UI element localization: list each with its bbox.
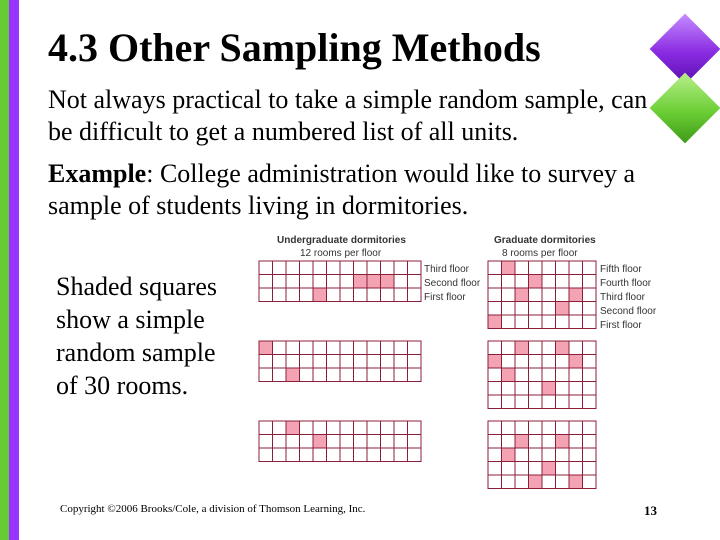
room: [583, 355, 597, 369]
room: [300, 355, 314, 369]
room: [515, 302, 529, 316]
room: [381, 355, 395, 369]
room: [569, 315, 583, 329]
room: [529, 395, 543, 409]
room: [569, 435, 583, 449]
room: [259, 261, 273, 275]
room: [286, 355, 300, 369]
sampled-room: [367, 275, 381, 289]
room: [300, 368, 314, 382]
room: [515, 395, 529, 409]
room: [529, 368, 543, 382]
room: [327, 341, 341, 355]
grad-dorm-grid: [488, 341, 596, 411]
room: [515, 261, 529, 275]
room: [354, 421, 368, 435]
room: [542, 261, 556, 275]
room: [515, 421, 529, 435]
room: [300, 275, 314, 289]
copyright-notice: Copyright ©2006 Brooks/Cole, a division of Thomson Learning, Inc.: [60, 503, 366, 515]
sampled-room: [354, 275, 368, 289]
left-accent-bar-green: [0, 0, 9, 540]
room: [367, 435, 381, 449]
room: [502, 275, 516, 289]
room: [556, 475, 570, 489]
room: [300, 341, 314, 355]
room: [286, 448, 300, 462]
room: [286, 288, 300, 302]
sampled-room: [286, 421, 300, 435]
room: [502, 435, 516, 449]
grad-floor-label: Fourth floor: [600, 278, 652, 289]
room: [394, 261, 408, 275]
grad-floor-label: Second floor: [600, 306, 657, 317]
room: [340, 288, 354, 302]
room: [273, 341, 287, 355]
room: [542, 421, 556, 435]
room: [515, 475, 529, 489]
room: [367, 368, 381, 382]
room: [542, 475, 556, 489]
undergrad-floor-label: Second floor: [424, 278, 481, 289]
room: [273, 448, 287, 462]
room: [354, 288, 368, 302]
room: [340, 355, 354, 369]
room: [502, 315, 516, 329]
room: [529, 355, 543, 369]
room: [408, 275, 422, 289]
room: [583, 288, 597, 302]
room: [381, 341, 395, 355]
slide-title: 4.3 Other Sampling Methods: [48, 25, 541, 70]
room: [394, 448, 408, 462]
example-label: Example: [48, 159, 147, 188]
room: [515, 355, 529, 369]
room: [556, 448, 570, 462]
room: [542, 302, 556, 316]
green-diamond-decoration: [650, 73, 720, 144]
room: [488, 462, 502, 476]
room: [569, 341, 583, 355]
sampled-room: [313, 435, 327, 449]
room: [515, 275, 529, 289]
sampled-room: [381, 275, 395, 289]
room: [515, 462, 529, 476]
sampled-room: [556, 435, 570, 449]
room: [300, 421, 314, 435]
room: [502, 302, 516, 316]
room: [515, 368, 529, 382]
room: [327, 275, 341, 289]
room: [367, 448, 381, 462]
room: [408, 341, 422, 355]
grad-floor-label: Fifth floor: [600, 264, 642, 275]
room: [529, 421, 543, 435]
undergrad-dorm-grid: [259, 421, 421, 463]
room: [259, 421, 273, 435]
room: [381, 288, 395, 302]
room: [556, 395, 570, 409]
sampled-room: [502, 448, 516, 462]
sampled-room: [542, 462, 556, 476]
room: [327, 368, 341, 382]
room: [569, 261, 583, 275]
sampled-room: [313, 288, 327, 302]
room: [394, 435, 408, 449]
room: [354, 368, 368, 382]
room: [529, 435, 543, 449]
room: [569, 382, 583, 396]
room: [394, 288, 408, 302]
room: [542, 435, 556, 449]
room: [381, 435, 395, 449]
room: [340, 275, 354, 289]
room: [488, 475, 502, 489]
sampled-room: [488, 355, 502, 369]
room: [327, 355, 341, 369]
room: [529, 382, 543, 396]
room: [542, 315, 556, 329]
room: [583, 435, 597, 449]
room: [381, 448, 395, 462]
room: [542, 288, 556, 302]
room: [340, 448, 354, 462]
room: [502, 288, 516, 302]
room: [408, 435, 422, 449]
room: [529, 462, 543, 476]
sampled-room: [286, 368, 300, 382]
room: [488, 448, 502, 462]
room: [569, 448, 583, 462]
room: [408, 448, 422, 462]
room: [273, 368, 287, 382]
room: [408, 355, 422, 369]
room: [583, 275, 597, 289]
room: [273, 261, 287, 275]
sampled-room: [556, 341, 570, 355]
room: [259, 275, 273, 289]
room: [542, 368, 556, 382]
room: [300, 288, 314, 302]
room: [515, 382, 529, 396]
room: [313, 261, 327, 275]
room: [556, 421, 570, 435]
room: [286, 341, 300, 355]
room: [569, 421, 583, 435]
room: [542, 448, 556, 462]
room: [488, 395, 502, 409]
room: [381, 261, 395, 275]
room: [583, 261, 597, 275]
room: [259, 368, 273, 382]
room: [583, 302, 597, 316]
room: [542, 275, 556, 289]
room: [583, 421, 597, 435]
room: [542, 341, 556, 355]
room: [313, 368, 327, 382]
sampled-room: [515, 288, 529, 302]
room: [542, 395, 556, 409]
room: [286, 435, 300, 449]
room: [502, 475, 516, 489]
room: [556, 382, 570, 396]
room: [394, 341, 408, 355]
sampled-room: [569, 475, 583, 489]
room: [273, 355, 287, 369]
room: [394, 275, 408, 289]
room: [408, 368, 422, 382]
example-paragraph: [48, 158, 663, 222]
room: [488, 368, 502, 382]
room: [569, 395, 583, 409]
undergrad-floor-label: Third floor: [424, 264, 470, 275]
sampled-room: [515, 435, 529, 449]
room: [556, 315, 570, 329]
sampled-room: [569, 355, 583, 369]
room: [340, 368, 354, 382]
room: [394, 355, 408, 369]
room: [529, 288, 543, 302]
room: [381, 421, 395, 435]
room: [313, 355, 327, 369]
room: [408, 261, 422, 275]
room: [488, 341, 502, 355]
room: [327, 261, 341, 275]
room: [327, 435, 341, 449]
room: [273, 435, 287, 449]
room: [313, 448, 327, 462]
room: [394, 368, 408, 382]
sampled-room: [502, 261, 516, 275]
room: [367, 288, 381, 302]
room: [286, 261, 300, 275]
undergrad-dorms-header: Undergraduate dormitories: [277, 235, 406, 246]
shaded-squares-note: Shaded squares show a simple random sample of 30 rooms.: [56, 272, 218, 400]
room: [556, 368, 570, 382]
room: [327, 288, 341, 302]
room: [354, 355, 368, 369]
room: [542, 355, 556, 369]
room: [529, 302, 543, 316]
room: [327, 421, 341, 435]
room: [367, 355, 381, 369]
room: [583, 475, 597, 489]
room: [286, 275, 300, 289]
room: [367, 261, 381, 275]
room: [556, 288, 570, 302]
grad-dorms-subheader: 8 rooms per floor: [502, 248, 578, 259]
grad-floor-label: Third floor: [600, 292, 646, 303]
room: [381, 368, 395, 382]
room: [273, 288, 287, 302]
room: [556, 275, 570, 289]
room: [300, 261, 314, 275]
room: [502, 341, 516, 355]
left-accent-bar-purple: [9, 0, 19, 540]
room: [488, 275, 502, 289]
room: [273, 421, 287, 435]
room: [488, 302, 502, 316]
room: [502, 355, 516, 369]
room: [394, 421, 408, 435]
undergrad-dorm-grid: [259, 341, 421, 383]
page-number: 13: [644, 503, 657, 518]
room: [583, 341, 597, 355]
room: [529, 448, 543, 462]
room: [502, 395, 516, 409]
room: [367, 421, 381, 435]
grad-floor-label: First floor: [600, 320, 642, 331]
room: [488, 421, 502, 435]
grad-dorm-grid: [488, 261, 596, 331]
room: [556, 261, 570, 275]
room: [502, 462, 516, 476]
room: [502, 421, 516, 435]
room: [583, 368, 597, 382]
sampled-room: [542, 382, 556, 396]
room: [340, 421, 354, 435]
room: [569, 368, 583, 382]
room: [515, 315, 529, 329]
room: [488, 382, 502, 396]
room: [354, 341, 368, 355]
undergrad-dorms-subheader: 12 rooms per floor: [300, 248, 382, 259]
room: [488, 288, 502, 302]
room: [313, 275, 327, 289]
sampled-room: [529, 475, 543, 489]
room: [569, 462, 583, 476]
room: [569, 275, 583, 289]
sampled-room: [502, 368, 516, 382]
room: [583, 315, 597, 329]
room: [340, 341, 354, 355]
room: [583, 395, 597, 409]
undergrad-floor-label: First floor: [424, 292, 466, 303]
room: [300, 448, 314, 462]
room: [502, 382, 516, 396]
room: [529, 315, 543, 329]
intro-paragraph: Not always practical to take a simple random sample, can be difficult to get a numbered list of all units.: [48, 85, 648, 146]
room: [354, 261, 368, 275]
grad-dorms-header: Graduate dormitories: [494, 235, 596, 246]
room: [259, 355, 273, 369]
sampled-room: [488, 315, 502, 329]
room: [367, 341, 381, 355]
sampled-room: [529, 275, 543, 289]
sampled-room: [556, 302, 570, 316]
room: [556, 355, 570, 369]
room: [569, 302, 583, 316]
room: [259, 288, 273, 302]
room: [273, 275, 287, 289]
undergrad-dorm-grid: [259, 261, 421, 303]
room: [313, 421, 327, 435]
room: [529, 341, 543, 355]
room: [583, 448, 597, 462]
room: [529, 261, 543, 275]
room: [583, 382, 597, 396]
room: [259, 435, 273, 449]
room: [313, 341, 327, 355]
room: [340, 261, 354, 275]
room: [327, 448, 341, 462]
grad-dorm-grid: [488, 421, 596, 491]
room: [354, 435, 368, 449]
room: [259, 448, 273, 462]
sampled-room: [515, 341, 529, 355]
room: [300, 435, 314, 449]
room: [340, 435, 354, 449]
room: [408, 421, 422, 435]
example-text: : College administration would like to survey a sample of students living in dormitories.: [48, 159, 636, 220]
room: [408, 288, 422, 302]
room: [515, 448, 529, 462]
room: [556, 462, 570, 476]
room: [488, 261, 502, 275]
room: [354, 448, 368, 462]
sampled-room: [259, 341, 273, 355]
room: [583, 462, 597, 476]
room: [488, 435, 502, 449]
sampled-room: [569, 288, 583, 302]
